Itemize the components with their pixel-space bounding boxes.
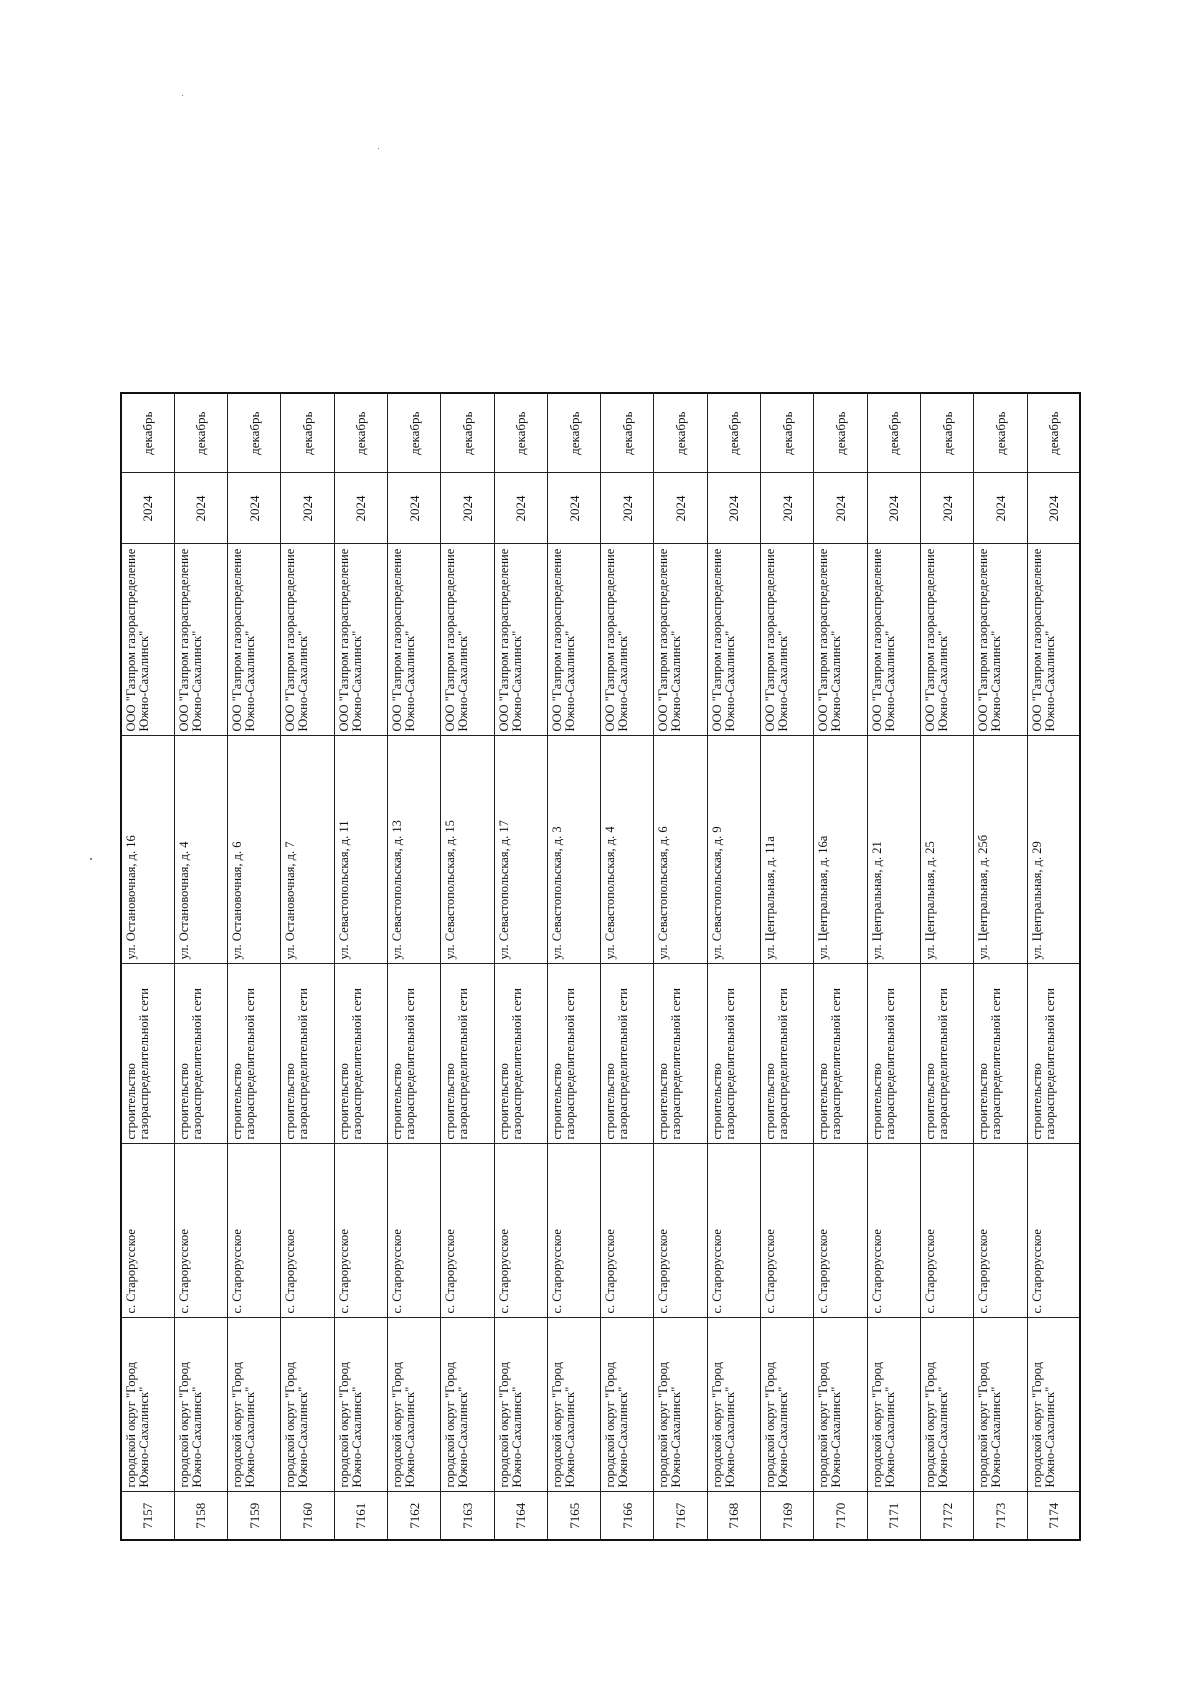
- organization-cell: ООО "Газпром газораспределение Южно-Сахалинск": [761, 544, 814, 736]
- locality-cell: с. Старорусское: [121, 1144, 174, 1318]
- table-row: [654, 393, 707, 1540]
- district-cell: городской округ "Город Южно-Сахалинск": [174, 1318, 227, 1492]
- rotated-table-container: [120, 394, 1078, 1541]
- district-cell: городской округ "Город Южно-Сахалинск": [654, 1318, 707, 1492]
- work-type-cell: строительство газораспределительной сети: [761, 964, 814, 1144]
- locality-cell: с. Старорусское: [654, 1144, 707, 1318]
- locality-cell: с. Старорусское: [761, 1144, 814, 1318]
- work-type-cell: строительство газораспределительной сети: [974, 964, 1027, 1144]
- locality-cell: с. Старорусское: [387, 1144, 440, 1318]
- organization-cell: ООО "Газпром газораспределение Южно-Сахалинск": [334, 544, 387, 736]
- address-cell: ул. Центральная, д. 11а: [761, 736, 814, 964]
- month-cell: декабрь: [814, 393, 867, 473]
- locality-cell: с. Старорусское: [174, 1144, 227, 1318]
- work-type-cell: строительство газораспределительной сети: [228, 964, 281, 1144]
- table-row: [761, 393, 814, 1540]
- month-cell: декабрь: [654, 393, 707, 473]
- scan-speck: [182, 95, 183, 96]
- year-cell: 2024: [601, 473, 654, 544]
- row-number-cell: 7173: [974, 1492, 1027, 1540]
- address-cell: ул. Центральная, д. 16а: [814, 736, 867, 964]
- work-type-cell: строительство газораспределительной сети: [867, 964, 920, 1144]
- organization-cell: ООО "Газпром газораспределение Южно-Сахалинск": [1027, 544, 1080, 736]
- scan-speck: [378, 148, 379, 149]
- year-cell: 2024: [814, 473, 867, 544]
- month-cell: декабрь: [867, 393, 920, 473]
- address-cell: ул. Севастопольская, д. 11: [334, 736, 387, 964]
- row-number-cell: 7174: [1027, 1492, 1080, 1540]
- month-cell: декабрь: [1027, 393, 1080, 473]
- work-type-cell: строительство газораспределительной сети: [547, 964, 600, 1144]
- locality-cell: с. Старорусское: [974, 1144, 1027, 1318]
- table-row: [1027, 393, 1080, 1540]
- organization-cell: ООО "Газпром газораспределение Южно-Сахалинск": [121, 544, 174, 736]
- organization-cell: ООО "Газпром газораспределение Южно-Сахалинск": [867, 544, 920, 736]
- row-number-cell: 7161: [334, 1492, 387, 1540]
- address-cell: ул. Остановочная, д. 4: [174, 736, 227, 964]
- work-type-cell: строительство газораспределительной сети: [654, 964, 707, 1144]
- table-row: [494, 393, 547, 1540]
- organization-cell: ООО "Газпром газораспределение Южно-Сахалинск": [547, 544, 600, 736]
- year-cell: 2024: [707, 473, 760, 544]
- row-number-cell: 7169: [761, 1492, 814, 1540]
- gasification-schedule-table: [120, 392, 1081, 1541]
- table-row: [121, 393, 174, 1540]
- row-number-cell: 7165: [547, 1492, 600, 1540]
- row-number-cell: 7162: [387, 1492, 440, 1540]
- locality-cell: с. Старорусское: [867, 1144, 920, 1318]
- table-row: [920, 393, 973, 1540]
- row-number-cell: 7159: [228, 1492, 281, 1540]
- district-cell: городской округ "Город Южно-Сахалинск": [761, 1318, 814, 1492]
- work-type-cell: строительство газораспределительной сети: [174, 964, 227, 1144]
- month-cell: декабрь: [974, 393, 1027, 473]
- work-type-cell: строительство газораспределительной сети: [601, 964, 654, 1144]
- row-number-cell: 7157: [121, 1492, 174, 1540]
- year-cell: 2024: [867, 473, 920, 544]
- table-row: [387, 393, 440, 1540]
- month-cell: декабрь: [228, 393, 281, 473]
- year-cell: 2024: [654, 473, 707, 544]
- row-number-cell: 7158: [174, 1492, 227, 1540]
- month-cell: декабрь: [601, 393, 654, 473]
- district-cell: городской округ "Город Южно-Сахалинск": [494, 1318, 547, 1492]
- district-cell: городской округ "Город Южно-Сахалинск": [441, 1318, 494, 1492]
- district-cell: городской округ "Город Южно-Сахалинск": [547, 1318, 600, 1492]
- address-cell: ул. Центральная, д. 29: [1027, 736, 1080, 964]
- year-cell: 2024: [281, 473, 334, 544]
- locality-cell: с. Старорусское: [494, 1144, 547, 1318]
- organization-cell: ООО "Газпром газораспределение Южно-Сахалинск": [601, 544, 654, 736]
- address-cell: ул. Севастопольская, д. 13: [387, 736, 440, 964]
- address-cell: ул. Остановочная, д. 6: [228, 736, 281, 964]
- year-cell: 2024: [1027, 473, 1080, 544]
- year-cell: 2024: [334, 473, 387, 544]
- year-cell: 2024: [547, 473, 600, 544]
- locality-cell: с. Старорусское: [601, 1144, 654, 1318]
- month-cell: декабрь: [441, 393, 494, 473]
- table-row: [974, 393, 1027, 1540]
- month-cell: декабрь: [547, 393, 600, 473]
- year-cell: 2024: [387, 473, 440, 544]
- work-type-cell: строительство газораспределительной сети: [920, 964, 973, 1144]
- table-row: [601, 393, 654, 1540]
- work-type-cell: строительство газораспределительной сети: [121, 964, 174, 1144]
- row-number-cell: 7160: [281, 1492, 334, 1540]
- work-type-cell: строительство газораспределительной сети: [334, 964, 387, 1144]
- year-cell: 2024: [494, 473, 547, 544]
- year-cell: 2024: [761, 473, 814, 544]
- month-cell: декабрь: [707, 393, 760, 473]
- month-cell: декабрь: [121, 393, 174, 473]
- locality-cell: с. Старорусское: [441, 1144, 494, 1318]
- row-number-cell: 7167: [654, 1492, 707, 1540]
- organization-cell: ООО "Газпром газораспределение Южно-Сахалинск": [654, 544, 707, 736]
- table-row: [281, 393, 334, 1540]
- address-cell: ул. Севастопольская, д. 4: [601, 736, 654, 964]
- row-number-cell: 7171: [867, 1492, 920, 1540]
- row-number-cell: 7168: [707, 1492, 760, 1540]
- month-cell: декабрь: [387, 393, 440, 473]
- row-number-cell: 7164: [494, 1492, 547, 1540]
- district-cell: городской округ "Город Южно-Сахалинск": [920, 1318, 973, 1492]
- district-cell: городской округ "Город Южно-Сахалинск": [814, 1318, 867, 1492]
- district-cell: городской округ "Город Южно-Сахалинск": [334, 1318, 387, 1492]
- organization-cell: ООО "Газпром газораспределение Южно-Сахалинск": [974, 544, 1027, 736]
- district-cell: городской округ "Город Южно-Сахалинск": [1027, 1318, 1080, 1492]
- work-type-cell: строительство газораспределительной сети: [1027, 964, 1080, 1144]
- table-body: [121, 393, 1080, 1540]
- district-cell: городской округ "Город Южно-Сахалинск": [601, 1318, 654, 1492]
- work-type-cell: строительство газораспределительной сети: [707, 964, 760, 1144]
- work-type-cell: строительство газораспределительной сети: [494, 964, 547, 1144]
- district-cell: городской округ "Город Южно-Сахалинск": [121, 1318, 174, 1492]
- organization-cell: ООО "Газпром газораспределение Южно-Сахалинск": [387, 544, 440, 736]
- locality-cell: с. Старорусское: [334, 1144, 387, 1318]
- address-cell: ул. Севастопольская, д. 9: [707, 736, 760, 964]
- address-cell: ул. Остановочная, д. 7: [281, 736, 334, 964]
- organization-cell: ООО "Газпром газораспределение Южно-Сахалинск": [228, 544, 281, 736]
- locality-cell: с. Старорусское: [707, 1144, 760, 1318]
- work-type-cell: строительство газораспределительной сети: [281, 964, 334, 1144]
- work-type-cell: строительство газораспределительной сети: [387, 964, 440, 1144]
- year-cell: 2024: [121, 473, 174, 544]
- organization-cell: ООО "Газпром газораспределение Южно-Сахалинск": [174, 544, 227, 736]
- month-cell: декабрь: [334, 393, 387, 473]
- organization-cell: ООО "Газпром газораспределение Южно-Сахалинск": [814, 544, 867, 736]
- scan-speck: [90, 858, 92, 860]
- address-cell: ул. Центральная, д. 25б: [974, 736, 1027, 964]
- row-number-cell: 7172: [920, 1492, 973, 1540]
- organization-cell: ООО "Газпром газораспределение Южно-Сахалинск": [494, 544, 547, 736]
- locality-cell: с. Старорусское: [814, 1144, 867, 1318]
- row-number-cell: 7163: [441, 1492, 494, 1540]
- address-cell: ул. Севастопольская, д. 6: [654, 736, 707, 964]
- address-cell: ул. Остановочная, д. 16: [121, 736, 174, 964]
- address-cell: ул. Севастопольская, д. 15: [441, 736, 494, 964]
- year-cell: 2024: [920, 473, 973, 544]
- organization-cell: ООО "Газпром газораспределение Южно-Сахалинск": [707, 544, 760, 736]
- district-cell: городской округ "Город Южно-Сахалинск": [974, 1318, 1027, 1492]
- month-cell: декабрь: [494, 393, 547, 473]
- district-cell: городской округ "Город Южно-Сахалинск": [281, 1318, 334, 1492]
- table-row: [441, 393, 494, 1540]
- row-number-cell: 7166: [601, 1492, 654, 1540]
- locality-cell: с. Старорусское: [281, 1144, 334, 1318]
- year-cell: 2024: [228, 473, 281, 544]
- organization-cell: ООО "Газпром газораспределение Южно-Сахалинск": [281, 544, 334, 736]
- work-type-cell: строительство газораспределительной сети: [441, 964, 494, 1144]
- year-cell: 2024: [174, 473, 227, 544]
- table-row: [867, 393, 920, 1540]
- locality-cell: с. Старорусское: [1027, 1144, 1080, 1318]
- locality-cell: с. Старорусское: [920, 1144, 973, 1318]
- year-cell: 2024: [974, 473, 1027, 544]
- year-cell: 2024: [441, 473, 494, 544]
- district-cell: городской округ "Город Южно-Сахалинск": [387, 1318, 440, 1492]
- address-cell: ул. Севастопольская, д. 3: [547, 736, 600, 964]
- locality-cell: с. Старорусское: [228, 1144, 281, 1318]
- organization-cell: ООО "Газпром газораспределение Южно-Сахалинск": [441, 544, 494, 736]
- month-cell: декабрь: [920, 393, 973, 473]
- work-type-cell: строительство газораспределительной сети: [814, 964, 867, 1144]
- month-cell: декабрь: [761, 393, 814, 473]
- row-number-cell: 7170: [814, 1492, 867, 1540]
- month-cell: декабрь: [281, 393, 334, 473]
- table-row: [174, 393, 227, 1540]
- table-row: [228, 393, 281, 1540]
- table-row: [547, 393, 600, 1540]
- address-cell: ул. Центральная, д. 25: [920, 736, 973, 964]
- district-cell: городской округ "Город Южно-Сахалинск": [867, 1318, 920, 1492]
- address-cell: ул. Севастопольская, д. 17: [494, 736, 547, 964]
- locality-cell: с. Старорусское: [547, 1144, 600, 1318]
- table-row: [707, 393, 760, 1540]
- table-row: [334, 393, 387, 1540]
- district-cell: городской округ "Город Южно-Сахалинск": [707, 1318, 760, 1492]
- organization-cell: ООО "Газпром газораспределение Южно-Сахалинск": [920, 544, 973, 736]
- address-cell: ул. Центральная, д. 21: [867, 736, 920, 964]
- table-row: [814, 393, 867, 1540]
- district-cell: городской округ "Город Южно-Сахалинск": [228, 1318, 281, 1492]
- month-cell: декабрь: [174, 393, 227, 473]
